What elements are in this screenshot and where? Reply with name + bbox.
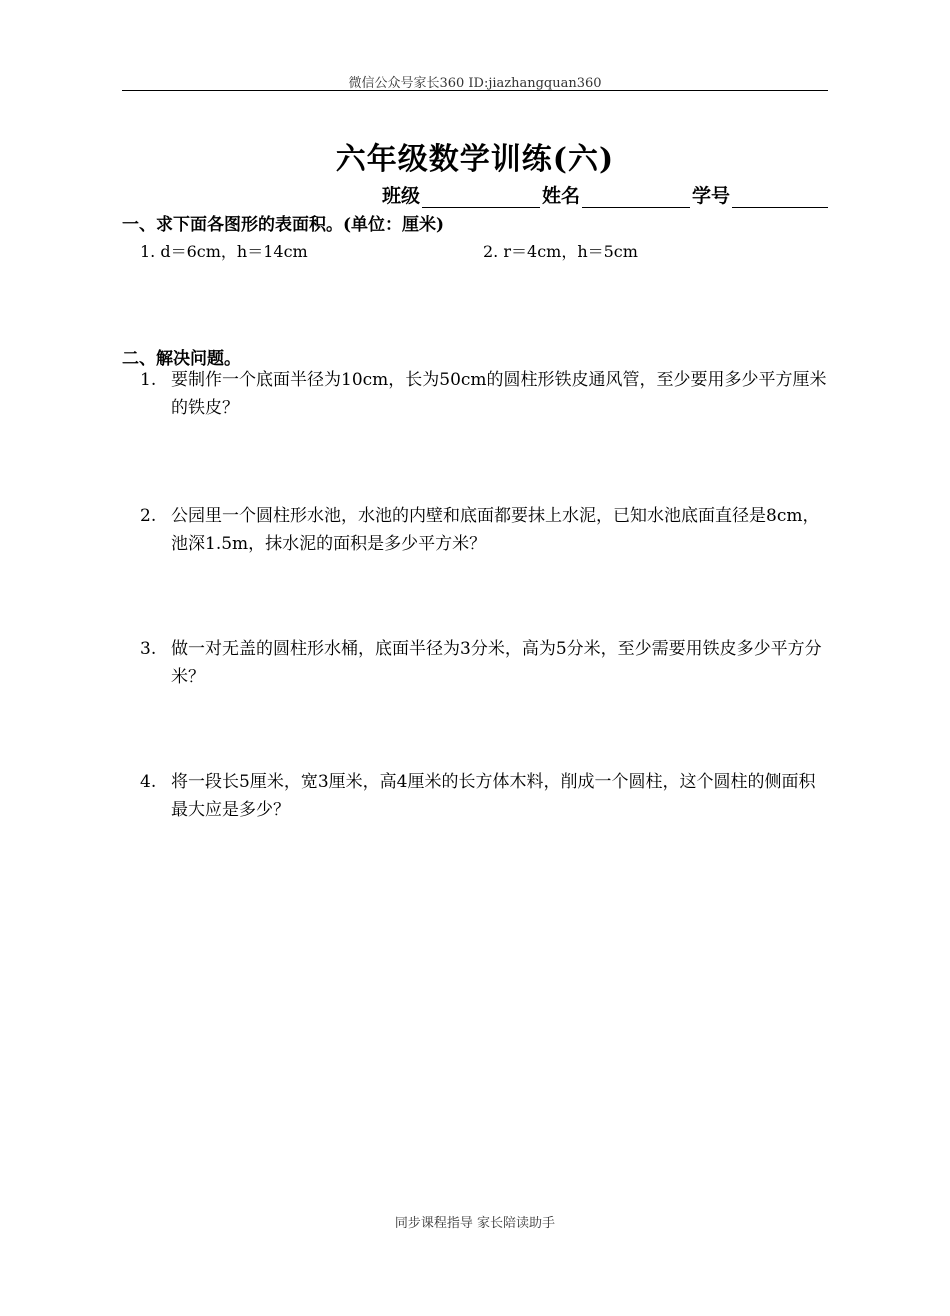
- page-title: 六年级数学训练(六): [335, 142, 615, 177]
- header-divider: [122, 90, 828, 91]
- section1-title: 一、求下面各图形的表面积。(单位：厘米): [122, 215, 445, 235]
- section1-item-1-text: d＝6cm，h＝14cm: [160, 242, 308, 261]
- section1-item-2: [483, 239, 638, 262]
- page-footer: 同步课程指导 家长陪读助手: [394, 1216, 556, 1231]
- question-3-text: 做一对无盖的圆柱形水桶，底面半径为3分米，高为5分米，至少需要用铁皮多少平方分米？: [171, 639, 822, 687]
- section1-item-1-number: 1.: [140, 242, 156, 261]
- question-4-number: 4.: [140, 772, 157, 792]
- question-2-number: 2.: [140, 506, 157, 526]
- student-info-line: [380, 181, 828, 208]
- section1-item-1: [140, 239, 308, 262]
- student-id-blank[interactable]: [732, 187, 828, 208]
- name-blank[interactable]: [582, 187, 690, 208]
- question-4-text: 将一段长5厘米，宽3厘米，高4厘米的长方体木料，削成一个圆柱，这个圆柱的侧面积最大应是多少？: [171, 772, 816, 820]
- question-1-text: 要制作一个底面半径为10cm，长为50cm的圆柱形铁皮通风管，至少要用多少平方厘米的铁皮？: [171, 370, 827, 418]
- section1-item-2-number: 2.: [483, 242, 499, 261]
- class-label: 班级: [381, 185, 420, 207]
- class-blank[interactable]: [422, 187, 540, 208]
- name-label: 姓名: [541, 185, 580, 207]
- question-2-text: 公园里一个圆柱形水池，水池的内壁和底面都要抹上水泥，已知水池底面直径是8cm，池深1.5m，抹水泥的面积是多少平方米？: [171, 506, 820, 554]
- student-id-label: 学号: [691, 185, 730, 207]
- question-3-number: 3.: [140, 639, 157, 659]
- page-header: 微信公众号家长360 ID:jiazhangquan360: [348, 76, 602, 91]
- section1-item-2-text: r＝4cm，h＝5cm: [503, 242, 638, 261]
- section2-title: 二、解决问题。: [122, 349, 241, 369]
- question-1-number: 1.: [140, 370, 157, 390]
